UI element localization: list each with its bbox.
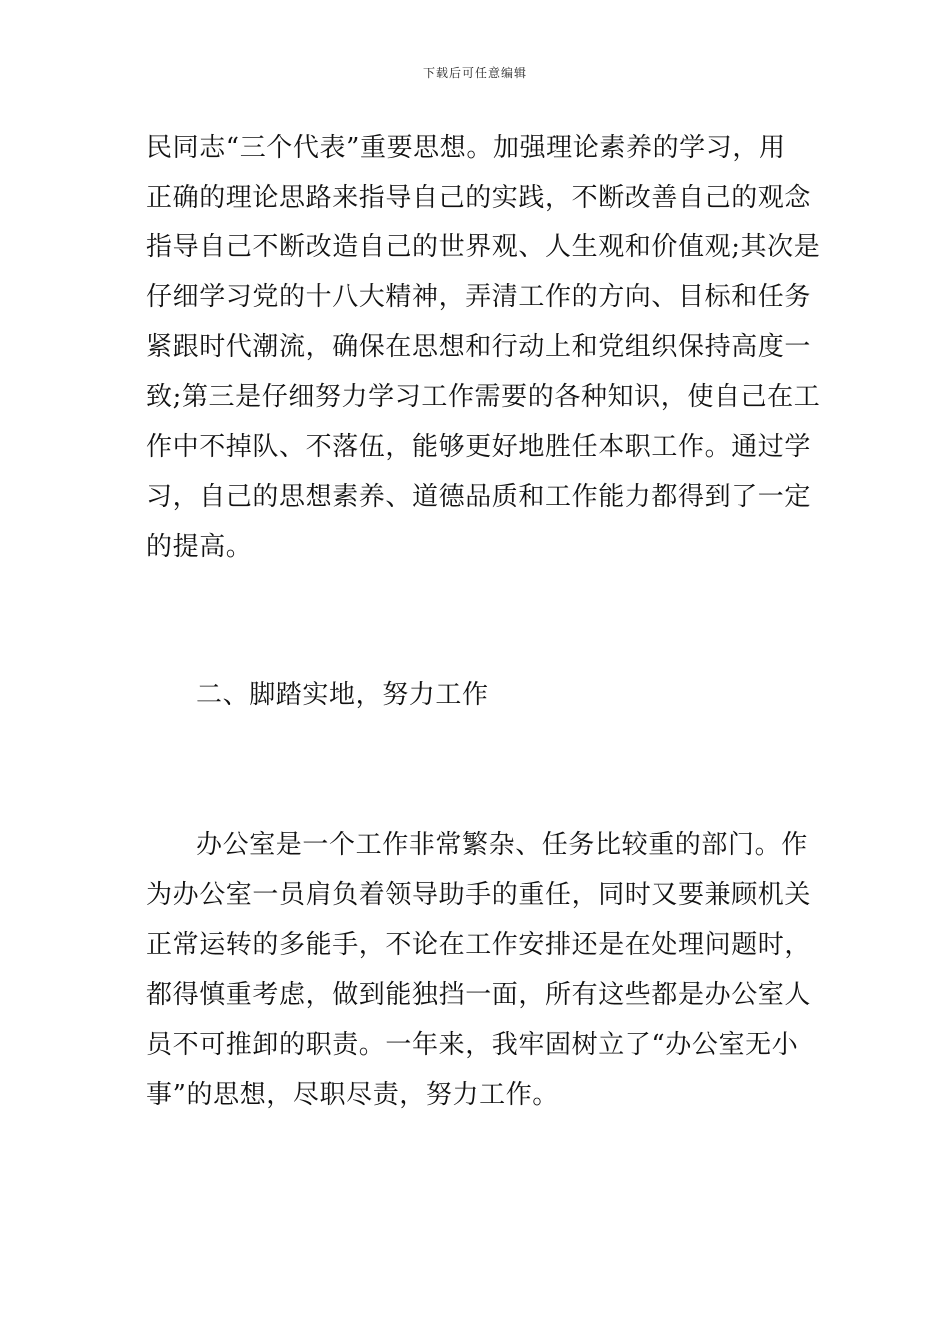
- text-line: 事”的思想，尽职尽责，努力工作。: [146, 1080, 559, 1110]
- text-line: 的提高。: [146, 532, 253, 562]
- text-line: 民同志“三个代表”重要思想。加强理论素养的学习，用: [146, 133, 786, 163]
- text-line: 作中不掉队、不落伍，能够更好地胜任本职工作。通过学: [146, 432, 812, 462]
- text-line: 办公室是一个工作非常繁杂、任务比较重的部门。作: [196, 830, 808, 860]
- section-heading: 二、脚踏实地，努力工作: [196, 680, 489, 710]
- text-line: 都得慎重考虑，做到能独挡一面，所有这些都是办公室人: [146, 980, 812, 1010]
- text-line: 正确的理论思路来指导自己的实践，不断改善自己的观念: [146, 183, 812, 213]
- page-header: 下载后可任意编辑: [422, 66, 527, 80]
- text-line: 指导自己不断改造自己的世界观、人生观和价值观;其次是: [146, 232, 821, 262]
- text-line: 仔细学习党的十八大精神，弄清工作的方向、目标和任务: [146, 282, 812, 312]
- text-line: 正常运转的多能手，不论在工作安排还是在处理问题时，: [146, 930, 812, 960]
- text-line: 为办公室一员肩负着领导助手的重任，同时又要兼顾机关: [146, 880, 812, 910]
- text-line: 员不可推卸的职责。一年来，我牢固树立了“办公室无小: [146, 1030, 799, 1060]
- text-line: 致;第三是仔细努力学习工作需要的各种知识，使自己在工: [146, 382, 821, 412]
- text-line: 紧跟时代潮流，确保在思想和行动上和党组织保持高度一: [146, 332, 812, 362]
- text-line: 习，自己的思想素养、道德品质和工作能力都得到了一定: [146, 482, 812, 512]
